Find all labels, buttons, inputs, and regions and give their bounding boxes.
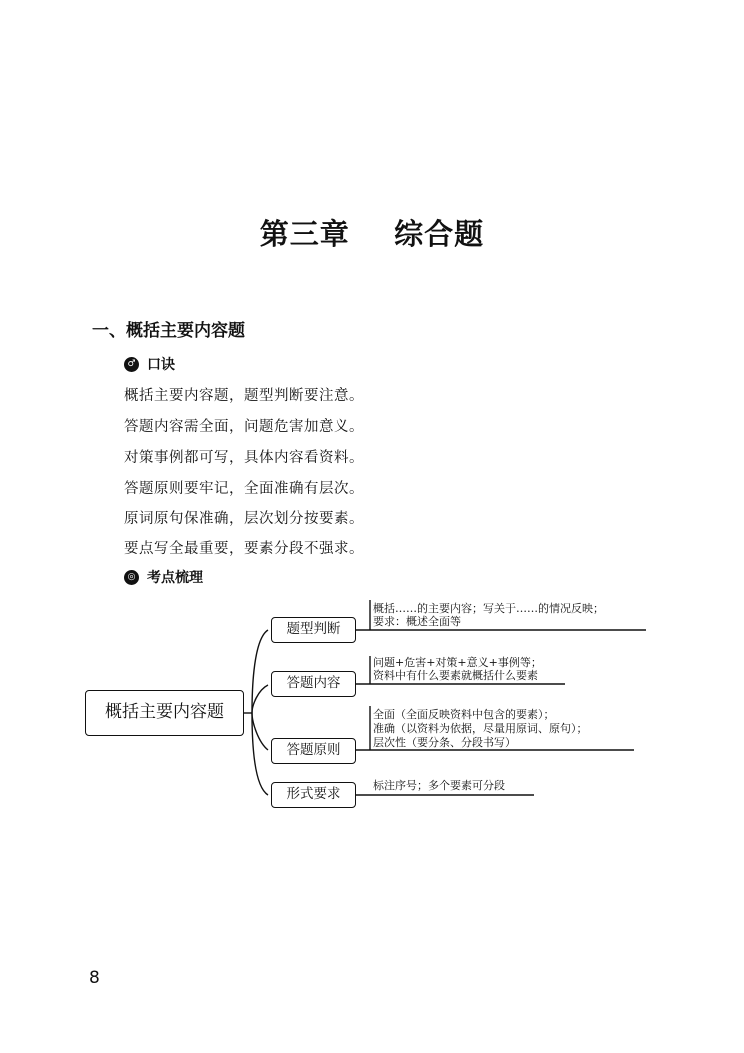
note-line: 标注序号；多个要素可分段: [373, 779, 505, 792]
page-number: 8: [89, 968, 100, 988]
note-line: 准确（以资料为依据，尽量用原词、原句）；: [373, 722, 588, 735]
verse-line: 答题内容需全面，问题危害加意义。: [124, 419, 364, 435]
target-icon: ◎: [124, 570, 139, 585]
note-line: 层次性（要分条、分段书写）: [373, 736, 516, 749]
branch-question-type: 题型判断: [271, 617, 356, 643]
chapter-title: 第三章 综合题: [259, 217, 485, 251]
branch-answer-content: 答题内容: [271, 671, 356, 697]
note-line: 要求：概述全面等: [373, 615, 461, 628]
verse-line: 答题原则要牢记，全面准确有层次。: [124, 481, 364, 497]
verse-line: 要点写全最重要，要素分段不强求。: [124, 541, 364, 557]
branch-answer-principles: 答题原则: [271, 738, 356, 764]
compass-icon: ♂: [124, 357, 139, 372]
mnemonic-label: 口诀: [147, 357, 175, 373]
key-points-label: 考点梳理: [147, 570, 203, 586]
verse-line: 概括主要内容题，题型判断要注意。: [124, 388, 364, 404]
note-line: 问题+危害+对策+意义+事例等；: [373, 656, 542, 669]
note-line: 概括……的主要内容；写关于……的情况反映；: [373, 602, 604, 615]
note-line: 全面（全面反映资料中包含的要素）；: [373, 708, 555, 721]
branch-format-requirements: 形式要求: [271, 782, 356, 808]
verse-line: 对策事例都可写，具体内容看资料。: [124, 450, 364, 466]
section-heading: 一、概括主要内容题: [92, 321, 245, 341]
mindmap-root: 概括主要内容题: [85, 690, 244, 736]
verse-line: 原词原句保准确，层次划分按要素。: [124, 511, 364, 527]
note-line: 资料中有什么要素就概括什么要素: [373, 669, 538, 682]
